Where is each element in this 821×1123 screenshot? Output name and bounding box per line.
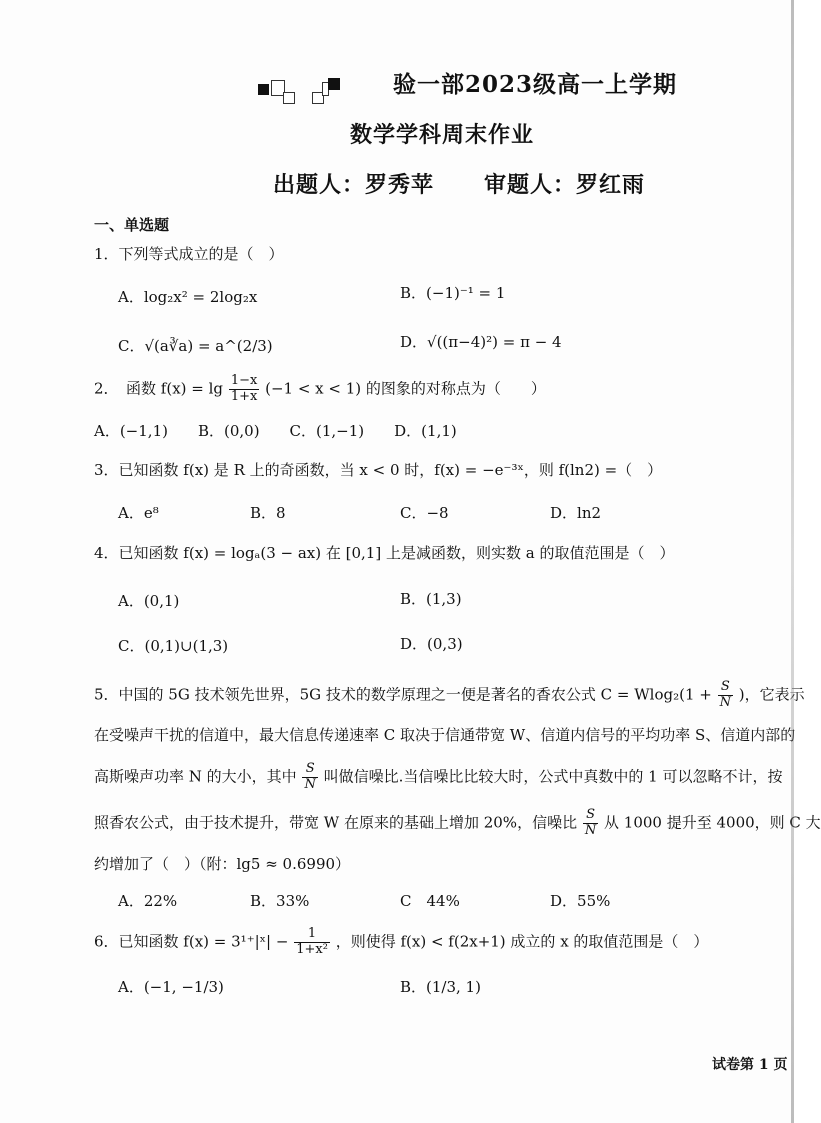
- q5-fraction-1-numerator: S: [718, 680, 733, 696]
- q4-option-b: B．(1,3): [400, 590, 462, 608]
- q1-option-b: B．(−1)⁻¹ = 1: [400, 284, 506, 302]
- exam-subtitle: 数学学科周末作业: [350, 122, 535, 148]
- q5-line-1: [94, 680, 805, 711]
- q6-stem: [94, 927, 708, 958]
- q5-option-a: A．22%: [118, 892, 178, 910]
- q5-option-c: C 44%: [400, 892, 460, 910]
- q5-snr-fraction-3: [583, 808, 598, 839]
- q6-option-a: A．(−1, −1/3): [118, 978, 224, 996]
- q5-line-4-post: 从 1000 提升至 4000，则 C 大: [604, 813, 821, 832]
- q3-option-a: A．e⁸: [118, 504, 159, 522]
- q4-option-d: D．(0,3): [400, 635, 463, 653]
- q2-fraction: [229, 374, 260, 405]
- q5-snr-fraction-1: [718, 680, 733, 711]
- q1-option-d: D．√((π−4)²) = π − 4: [400, 333, 562, 351]
- q3-option-b: B．8: [250, 504, 286, 522]
- q2-stem: [94, 374, 546, 405]
- q3-option-d: D．ln2: [550, 504, 602, 522]
- q5-snr-fraction-2: [302, 762, 317, 793]
- q5-line-2: 在受噪声干扰的信道中，最大信息传递速率 C 取决于信通带宽 W、信道内信号的平均功率 S、信道内部的: [94, 726, 796, 744]
- scan-edge-shadow: [791, 0, 794, 1123]
- q5-line-3-pre: 高斯噪声功率 N 的大小，其中: [94, 767, 297, 786]
- q4-option-c: C．(0,1)∪(1,3): [118, 637, 229, 655]
- q5-fraction-2-numerator: S: [302, 762, 317, 778]
- q6-stem-pre: 6．已知函数 f(x) = 3¹⁺|ˣ| −: [94, 932, 289, 951]
- q5-line-1-pre: 5．中国的 5G 技术领先世界，5G 技术的数学原理之一便是著名的香农公式 C = Wlog₂(1 +: [94, 685, 712, 704]
- q5-fraction-1-denominator: N: [719, 694, 732, 710]
- q5-line-4-pre: 照香农公式，由于技术提升，带宽 W 在原来的基础上增加 20%，信噪比: [94, 813, 578, 832]
- q5-fraction-3-numerator: S: [583, 808, 598, 824]
- q6-fraction: [294, 927, 330, 958]
- q5-option-b: B．33%: [250, 892, 310, 910]
- q5-line-4: [94, 808, 821, 839]
- scan-registration-marks: [258, 78, 340, 104]
- q1-option-a: A．log₂x² = 2log₂x: [118, 288, 258, 306]
- q2-stem-pre: 2． 函数 f(x) = lg: [94, 379, 224, 398]
- q5-line-3: [94, 762, 782, 793]
- q5-line-1-post: )，它表示: [738, 685, 805, 704]
- q6-stem-post: ，则使得 f(x) < f(2x+1) 成立的 x 的取值范围是（ ）: [335, 932, 709, 951]
- reviewer-label: 审题人：罗红雨: [484, 172, 646, 198]
- q2-stem-post: (−1 < x < 1) 的图象的对称点为（ ）: [265, 379, 546, 398]
- q2-fraction-denominator: 1+x: [230, 388, 258, 404]
- q1-stem: 1．下列等式成立的是（ ）: [94, 245, 284, 263]
- q5-line-3-post: 叫做信噪比.当信噪比比较大时，公式中真数中的 1 可以忽略不计，按: [323, 767, 783, 786]
- q6-option-b: B．(1/3, 1): [400, 978, 481, 996]
- q5-fraction-3-denominator: N: [584, 822, 597, 838]
- page-footer: 试卷第 1 页: [712, 1057, 788, 1073]
- exam-title: 验一部2023级高一上学期: [393, 71, 678, 98]
- q6-fraction-denominator: 1+x²: [296, 941, 328, 957]
- q2-fraction-numerator: 1−x: [230, 373, 258, 388]
- author-label: 出题人：罗秀苹: [273, 172, 435, 198]
- section-heading: 一、单选题: [94, 216, 170, 234]
- q4-stem: 4．已知函数 f(x) = logₐ(3 − ax) 在 [0,1] 上是减函数，则实数 a 的取值范围是（ ）: [94, 544, 675, 562]
- q1-option-c: C．√(a∛a) = a^(2/3): [118, 337, 273, 355]
- q5-option-d: D．55%: [550, 892, 611, 910]
- q3-stem: 3．已知函数 f(x) 是 R 上的奇函数，当 x < 0 时，f(x) = −e⁻³ˣ，则 f(ln2) =（ ）: [94, 461, 663, 479]
- q4-option-a: A．(0,1): [118, 592, 180, 610]
- q6-fraction-numerator: 1: [294, 927, 330, 943]
- q3-option-c: C．−8: [400, 504, 449, 522]
- q2-options: A．(−1,1) B．(0,0) C．(1,−1) D．(1,1): [94, 422, 457, 440]
- q5-fraction-2-denominator: N: [304, 776, 316, 792]
- q5-line-5: 约增加了（ ）（附：lg5 ≈ 0.6990）: [94, 855, 351, 873]
